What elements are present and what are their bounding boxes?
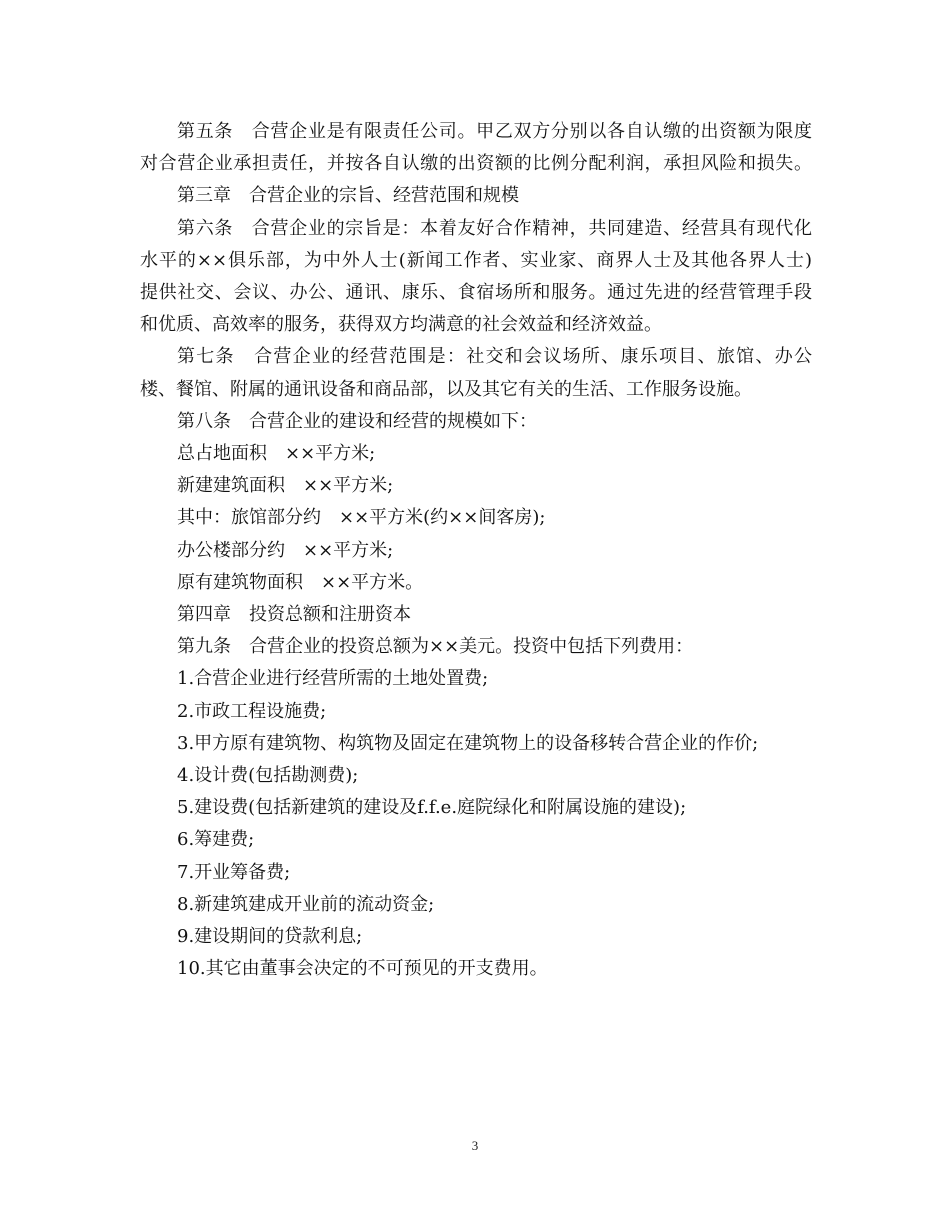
article-6-line-2: 水平的××俱乐部，为中外人士(新闻工作者、实业家、商界人士及其他各界人士)	[140, 249, 812, 271]
existing-building-area: 原有建筑物面积 ××平方米。	[177, 571, 424, 593]
hotel-area: 其中：旅馆部分约 ××平方米(约××间客房);	[177, 507, 546, 529]
chapter-4-heading: 第四章 投资总额和注册资本	[177, 604, 411, 626]
article-9: 第九条 合营企业的投资总额为××美元。投资中包括下列费用：	[177, 636, 694, 658]
list-item: 3.甲方原有建筑物、构筑物及固定在建筑物上的设备移转合营企业的作价;	[177, 732, 759, 754]
list-item: 1.合营企业进行经营所需的土地处置费;	[177, 668, 489, 690]
list-item: 4.设计费(包括勘测费);	[177, 765, 359, 787]
list-item: 10.其它由董事会决定的不可预见的开支费用。	[177, 958, 548, 980]
article-8: 第八条 合营企业的建设和经营的规模如下：	[177, 410, 537, 432]
article-5-line-1: 第五条 合营企业是有限责任公司。甲乙双方分别以各自认缴的出资额为限度	[177, 121, 812, 142]
article-6-line-1: 第六条 合营企业的宗旨是：本着友好合作精神，共同建造、经营具有现代化	[177, 217, 812, 239]
page-number: 3	[471, 1138, 479, 1153]
list-item: 6.筹建费;	[177, 829, 255, 851]
list-item: 8.新建筑建成开业前的流动资金;	[177, 893, 435, 915]
office-area: 办公楼部分约 ××平方米;	[177, 539, 394, 561]
list-item: 2.市政工程设施费;	[177, 700, 327, 722]
new-building-area: 新建建筑面积 ××平方米;	[177, 475, 394, 497]
article-6-line-4: 和优质、高效率的服务，获得双方均满意的社会效益和经济效益。	[140, 314, 662, 336]
document-body	[140, 116, 812, 985]
total-land-area: 总占地面积 ××平方米;	[177, 443, 376, 465]
list-item: 7.开业筹备费;	[177, 861, 291, 883]
article-5-line-2: 对合营企业承担责任，并按各自认缴的出资额的比例分配利润，承担风险和损失。	[140, 153, 812, 175]
article-7-line-1: 第七条 合营企业的经营范围是：社交和会议场所、康乐项目、旅馆、办公	[177, 346, 812, 368]
list-item: 5.建设费(包括新建筑的建设及f.f.e.庭院绿化和附属设施的建设);	[177, 797, 687, 819]
article-7-line-2: 楼、餐馆、附属的通讯设备和商品部，以及其它有关的生活、工作服务设施。	[140, 378, 752, 400]
list-item: 9.建设期间的贷款利息;	[177, 926, 363, 948]
chapter-3-heading: 第三章 合营企业的宗旨、经营范围和规模	[177, 185, 519, 207]
article-6-line-3: 提供社交、会议、办公、通讯、康乐、食宿场所和服务。通过先进的经营管理手段	[140, 282, 812, 304]
